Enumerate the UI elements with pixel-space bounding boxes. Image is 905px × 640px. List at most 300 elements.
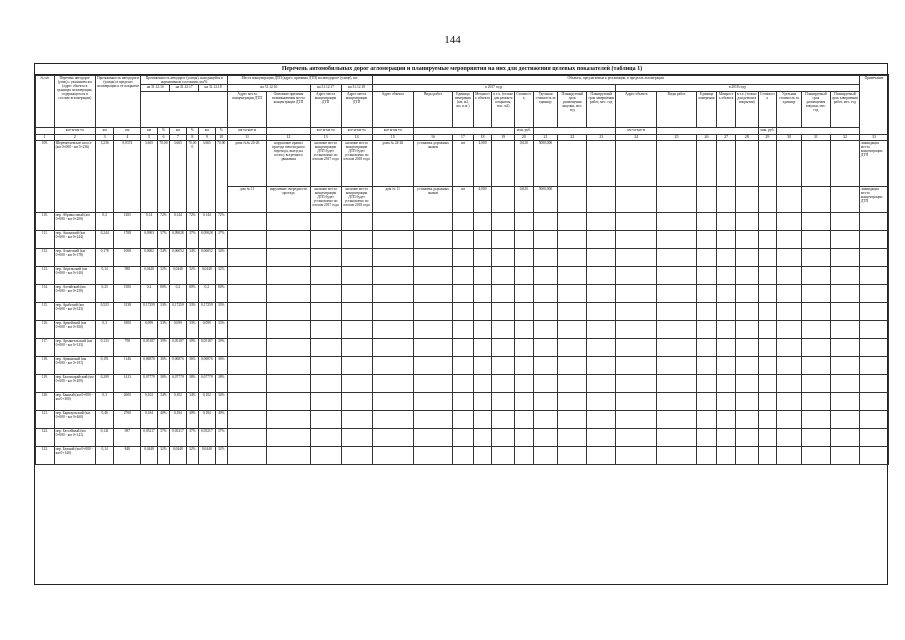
row-number: 120. — [36, 393, 55, 411]
h3-work18: Виды работ — [657, 92, 696, 128]
unit-cost18: млн. руб. — [758, 128, 777, 135]
empty-cell — [758, 141, 777, 187]
empty-cell — [341, 411, 372, 429]
empty-cell — [587, 411, 616, 429]
empty-cell — [587, 321, 616, 339]
empty-cell — [717, 213, 736, 231]
road-name: пер. Арабский (км 0+000 - км 0+523) — [54, 303, 95, 321]
empty-cell — [616, 393, 657, 411]
empty-cell — [341, 429, 372, 447]
unit-p18: % — [215, 128, 227, 135]
road-name: пер. Алтайский (км 0+000 - км 0+250) — [54, 285, 95, 303]
empty-cell — [717, 187, 736, 213]
norm-pct-2018: 80% — [215, 285, 227, 303]
empty-cell — [801, 339, 830, 357]
row-number: 114. — [36, 285, 55, 303]
h3-cost17: Стоимость — [515, 92, 534, 128]
empty-cell — [859, 339, 888, 357]
h3-ucost17: Удельная стоимость за единицу — [533, 92, 558, 128]
empty-cell — [558, 321, 587, 339]
table-row — [36, 393, 889, 411]
empty-cell — [453, 285, 474, 303]
empty-cell — [696, 321, 717, 339]
empty-cell — [696, 303, 717, 321]
note: ликвидация места концентрации ДТП — [859, 141, 888, 187]
empty-cell — [492, 429, 515, 447]
empty-cell — [413, 285, 452, 303]
empty-cell — [267, 285, 310, 303]
empty-cell — [777, 429, 802, 447]
norm-km-2016: 3,665 — [141, 141, 158, 213]
empty-cell — [267, 267, 310, 285]
road-name: пер. Барнаульский (км 0+000 - км 0+460) — [54, 411, 95, 429]
empty-cell — [735, 249, 758, 267]
empty-cell — [801, 357, 830, 375]
empty-cell — [492, 249, 515, 267]
empty-cell — [473, 213, 492, 231]
unit-p16: % — [157, 128, 169, 135]
empty-cell — [372, 231, 413, 249]
norm-km-2017: 0,06052 — [170, 249, 187, 267]
empty-cell — [558, 187, 587, 213]
dtp-address-2017: наличие места концентрации ДТП будет установлено по итогам 2017 года — [310, 187, 341, 213]
norm-km-2016: 0,05187 — [141, 339, 158, 357]
empty-cell — [616, 411, 657, 429]
norm-pct-2016: 38% — [157, 375, 169, 393]
empty-cell — [558, 429, 587, 447]
col-dtp-header: Места концентрации ДТП (адрес, причины ДТП) на автодороге (улице), шт. — [228, 76, 373, 85]
empty-cell — [758, 321, 777, 339]
row-number: 109. — [36, 141, 55, 213]
h3-addr18: Адрес места концентрации ДТП — [341, 92, 372, 128]
empty-cell — [515, 267, 534, 285]
empty-cell — [735, 267, 758, 285]
empty-cell — [372, 267, 413, 285]
empty-cell — [801, 141, 830, 187]
road-length: 0,523 — [95, 303, 114, 321]
empty-cell — [801, 321, 830, 339]
empty-cell — [473, 303, 492, 321]
table-row — [36, 339, 889, 357]
road-length: 0,2 — [95, 213, 114, 231]
empty-cell — [515, 429, 534, 447]
road-name: пер. Ашанский (км 0+000 - км 0+244) — [54, 231, 95, 249]
norm-pct-2016: 72% — [157, 213, 169, 231]
empty-cell — [735, 285, 758, 303]
col-road-header: Перечень автодорог (улиц) с указанием км (адрес объекта в границах агломерации, содержащегося в составе агломерации) — [54, 76, 95, 128]
empty-cell — [533, 249, 558, 267]
empty-cell — [758, 231, 777, 249]
road-coverage: 2760 — [114, 411, 141, 429]
empty-cell — [372, 357, 413, 375]
column-number: 15 — [372, 135, 413, 141]
norm-pct-2017: 32% — [186, 267, 198, 285]
empty-cell — [735, 447, 758, 465]
empty-cell — [696, 339, 717, 357]
empty-cell — [515, 375, 534, 393]
empty-cell — [777, 393, 802, 411]
empty-cell — [413, 411, 452, 429]
column-number: 31 — [801, 135, 830, 141]
empty-cell — [616, 357, 657, 375]
empty-cell — [758, 429, 777, 447]
norm-pct-2017: 40% — [186, 411, 198, 429]
empty-cell — [341, 447, 372, 465]
road-coverage: 798 — [114, 339, 141, 357]
empty-cell — [657, 213, 696, 231]
empty-cell — [341, 249, 372, 267]
empty-cell — [515, 321, 534, 339]
empty-cell — [717, 303, 736, 321]
empty-cell — [473, 393, 492, 411]
road-length: 0,133 — [95, 339, 114, 357]
empty-cell — [777, 411, 802, 429]
empty-cell — [696, 411, 717, 429]
empty-cell — [310, 429, 341, 447]
norm-km-2017: 0,0448 — [170, 447, 187, 465]
road-length: 0,141 — [95, 429, 114, 447]
empty-cell — [492, 393, 515, 411]
empty-cell — [515, 393, 534, 411]
empty-cell — [341, 375, 372, 393]
empty-cell — [228, 411, 267, 429]
empty-cell — [515, 303, 534, 321]
table-row — [36, 321, 889, 339]
empty-cell — [735, 393, 758, 411]
unit-spacer-5 — [777, 128, 860, 135]
road-coverage: 987 — [114, 429, 141, 447]
empty-cell — [830, 285, 859, 303]
empty-cell — [717, 141, 736, 187]
empty-cell — [228, 357, 267, 375]
road-name: пер. Бежной (км 0+000 - км 0+140) — [54, 447, 95, 465]
road-length: 0,14 — [95, 447, 114, 465]
table-row — [36, 303, 889, 321]
empty-cell — [473, 411, 492, 429]
empty-cell — [830, 447, 859, 465]
empty-cell — [801, 213, 830, 231]
road-coverage: 840 — [114, 447, 141, 465]
road-coverage: 1265 — [114, 213, 141, 231]
empty-cell — [558, 213, 587, 231]
empty-cell — [830, 141, 859, 187]
row-number: 119. — [36, 375, 55, 393]
road-name: Шереметьевское шоссе (км 0+000 - км 5+236) — [54, 141, 95, 213]
column-number: 21 — [533, 135, 558, 141]
row-number: 111. — [36, 231, 55, 249]
norm-spacer — [141, 92, 228, 128]
column-number: 32 — [830, 135, 859, 141]
norm-km-2018: 0,0448 — [199, 267, 216, 285]
empty-cell — [267, 375, 310, 393]
empty-cell — [310, 447, 341, 465]
unit-obj17: км+м-км+м — [372, 128, 413, 135]
norm-km-2016: 0,0903 — [141, 231, 158, 249]
column-number: 30 — [777, 135, 802, 141]
empty-cell — [717, 339, 736, 357]
empty-cell — [735, 231, 758, 249]
road-length: 0,3 — [95, 393, 114, 411]
column-number: 16 — [413, 135, 452, 141]
norm-km-2016: 0,184 — [141, 411, 158, 429]
empty-cell — [533, 321, 558, 339]
road-name: пер. Армейский (км 0+000 - км 0+300) — [54, 321, 95, 339]
unit-spacer-2 — [413, 128, 514, 135]
empty-cell — [735, 187, 758, 213]
empty-cell — [801, 187, 830, 213]
empty-cell — [777, 357, 802, 375]
empty-cell — [533, 213, 558, 231]
h3-end17: Планируемый срок завершения работ, мес. год — [587, 92, 616, 128]
empty-cell — [372, 303, 413, 321]
road-name: пер. Бахчисарайский (км 0+000 - км 0+209) — [54, 375, 95, 393]
empty-cell — [413, 213, 452, 231]
norm-km-2017: 0,17259 — [170, 303, 187, 321]
row-number: 121. — [36, 411, 55, 429]
empty-cell — [453, 429, 474, 447]
road-length: 0,209 — [95, 375, 114, 393]
empty-cell — [515, 285, 534, 303]
empty-cell — [717, 321, 736, 339]
unit-cost17: млн. руб. — [515, 128, 534, 135]
norm-km-2016: 0,102 — [141, 393, 158, 411]
column-number: 25 — [657, 135, 696, 141]
empty-cell — [717, 375, 736, 393]
empty-cell — [830, 249, 859, 267]
column-number: 14 — [341, 135, 372, 141]
empty-cell — [696, 267, 717, 285]
norm-km-2017: 0,099 — [170, 321, 187, 339]
empty-cell — [758, 393, 777, 411]
empty-cell — [310, 393, 341, 411]
empty-cell — [492, 267, 515, 285]
empty-cell — [515, 411, 534, 429]
empty-cell — [717, 249, 736, 267]
empty-cell — [616, 231, 657, 249]
empty-cell — [372, 393, 413, 411]
norm-pct-2016: 70,00 — [157, 141, 169, 213]
empty-cell — [492, 357, 515, 375]
road-length: 0,244 — [95, 231, 114, 249]
empty-cell — [228, 447, 267, 465]
road-coverage: 1708 — [114, 231, 141, 249]
dtp-2018-header: на 31.12.18 — [341, 85, 372, 92]
empty-cell — [587, 429, 616, 447]
empty-cell — [267, 339, 310, 357]
norm-pct-2018: 33% — [215, 321, 227, 339]
norm-pct-2017: 38% — [186, 375, 198, 393]
norm-pct-2017: 34% — [186, 249, 198, 267]
norm-pct-2017: 70,000 — [186, 141, 198, 213]
empty-cell — [492, 375, 515, 393]
empty-cell — [558, 411, 587, 429]
norm-km-2018: 0,102 — [199, 393, 216, 411]
norm-km-2017: 0,0448 — [170, 267, 187, 285]
empty-cell — [267, 249, 310, 267]
norm-km-2016: 0,17259 — [141, 303, 158, 321]
empty-cell — [413, 429, 452, 447]
column-number: 28 — [735, 135, 758, 141]
empty-cell — [228, 249, 267, 267]
empty-cell — [696, 357, 717, 375]
empty-cell — [859, 249, 888, 267]
h3-cost18: Стоимость — [758, 92, 777, 128]
empty-cell — [801, 231, 830, 249]
column-number: 7 — [170, 135, 187, 141]
norm-km-2017: 0,07779 — [170, 375, 187, 393]
work-cost: 0,020 — [515, 187, 534, 213]
column-number: 24 — [616, 135, 657, 141]
norm-pct-2017: 33% — [186, 303, 198, 321]
road-name: пер. Азиатский (км 0+000 - км 0+178) — [54, 249, 95, 267]
empty-cell — [735, 321, 758, 339]
norm-pct-2016: 32% — [157, 447, 169, 465]
norm-km-2016: 0,0448 — [141, 267, 158, 285]
empty-cell — [717, 429, 736, 447]
empty-cell — [453, 339, 474, 357]
dtp-address-2016: дома №№ 24-26 — [228, 141, 267, 187]
empty-cell — [413, 393, 452, 411]
road-length: 0,46 — [95, 411, 114, 429]
h3-incl17: в т.ч. (только для ремонта покрытия, тыс. м2) — [492, 92, 515, 128]
empty-cell — [758, 339, 777, 357]
road-length: 3,236 — [95, 141, 114, 213]
empty-cell — [310, 411, 341, 429]
empty-cell — [267, 231, 310, 249]
empty-cell — [267, 357, 310, 375]
norm-km-2017: 0,09028 — [170, 231, 187, 249]
empty-cell — [696, 249, 717, 267]
empty-cell — [758, 213, 777, 231]
road-length: 0,25 — [95, 285, 114, 303]
norm-km-2018: 3,665 — [199, 141, 216, 213]
empty-cell — [735, 429, 758, 447]
empty-cell — [515, 339, 534, 357]
empty-cell — [533, 447, 558, 465]
empty-cell — [473, 339, 492, 357]
empty-cell — [473, 357, 492, 375]
road-length: 0,178 — [95, 249, 114, 267]
empty-cell — [717, 411, 736, 429]
h3-addr17: Адрес места концентрации ДТП — [310, 92, 341, 128]
empty-cell — [801, 249, 830, 267]
empty-cell — [341, 393, 372, 411]
norm-pct-2017: 36% — [186, 357, 198, 375]
table-row — [36, 285, 889, 303]
road-length: 0,14 — [95, 267, 114, 285]
empty-cell — [587, 267, 616, 285]
empty-cell — [616, 375, 657, 393]
empty-cell — [777, 339, 802, 357]
empty-cell — [533, 411, 558, 429]
column-number: 33 — [859, 135, 888, 141]
empty-cell — [533, 303, 558, 321]
empty-cell — [453, 267, 474, 285]
roads-table — [35, 75, 889, 465]
empty-cell — [696, 213, 717, 231]
h3-unit18: Единица измерения — [696, 92, 717, 128]
empty-cell — [657, 187, 696, 213]
norm-pct-2016: 33% — [157, 303, 169, 321]
empty-cell — [492, 447, 515, 465]
empty-cell — [558, 393, 587, 411]
row-number: 112. — [36, 249, 55, 267]
empty-cell — [777, 303, 802, 321]
empty-cell — [515, 249, 534, 267]
empty-cell — [657, 429, 696, 447]
empty-cell — [372, 249, 413, 267]
empty-cell — [310, 339, 341, 357]
empty-cell — [735, 411, 758, 429]
empty-cell — [228, 339, 267, 357]
norm-pct-2016: 36% — [157, 357, 169, 375]
table-row — [36, 429, 889, 447]
empty-cell — [657, 303, 696, 321]
norm-km-2017: 0,06876 — [170, 357, 187, 375]
empty-cell — [587, 187, 616, 213]
norm-km-2017: 0,05187 — [170, 339, 187, 357]
empty-cell — [413, 231, 452, 249]
empty-cell — [696, 285, 717, 303]
norm-km-2018: 0,09028 — [199, 231, 216, 249]
empty-cell — [533, 375, 558, 393]
empty-cell — [696, 141, 717, 187]
road-coverage: 1413 — [114, 375, 141, 393]
empty-cell — [801, 267, 830, 285]
norm-km-2018: 0,07779 — [199, 375, 216, 393]
empty-cell — [310, 303, 341, 321]
norm-km-2017: 0,05217 — [170, 429, 187, 447]
empty-cell — [717, 357, 736, 375]
page-number: 144 — [444, 34, 461, 46]
empty-cell — [413, 249, 452, 267]
work-capacity: 4,000 — [473, 187, 492, 213]
empty-cell — [310, 213, 341, 231]
empty-cell — [453, 411, 474, 429]
empty-cell — [413, 339, 452, 357]
column-number: 12 — [267, 135, 310, 141]
unit-spacer-3 — [533, 128, 616, 135]
empty-cell — [372, 447, 413, 465]
empty-cell — [267, 411, 310, 429]
empty-cell — [616, 267, 657, 285]
norm-pct-2018: 32% — [215, 447, 227, 465]
empty-cell — [801, 285, 830, 303]
norm-pct-2017: 72% — [186, 213, 198, 231]
empty-cell — [533, 393, 558, 411]
empty-cell — [492, 141, 515, 187]
norm-km-2018: 0,17259 — [199, 303, 216, 321]
empty-cell — [228, 231, 267, 249]
empty-cell — [657, 231, 696, 249]
norm-2016-header: на 31.12.16 — [141, 85, 170, 92]
col-num-header: № п/п — [36, 76, 55, 128]
norm-pct-2016: 34% — [157, 249, 169, 267]
empty-cell — [310, 357, 341, 375]
column-number: 11 — [228, 135, 267, 141]
empty-cell — [372, 375, 413, 393]
empty-cell — [758, 267, 777, 285]
norm-pct-2016: 39% — [157, 339, 169, 357]
norm-pct-2018: 32% — [215, 267, 227, 285]
empty-cell — [453, 393, 474, 411]
empty-cell — [657, 267, 696, 285]
table-row — [36, 231, 889, 249]
empty-cell — [310, 231, 341, 249]
col-note-header: Примечание — [859, 76, 888, 135]
empty-cell — [413, 447, 452, 465]
empty-cell — [533, 285, 558, 303]
